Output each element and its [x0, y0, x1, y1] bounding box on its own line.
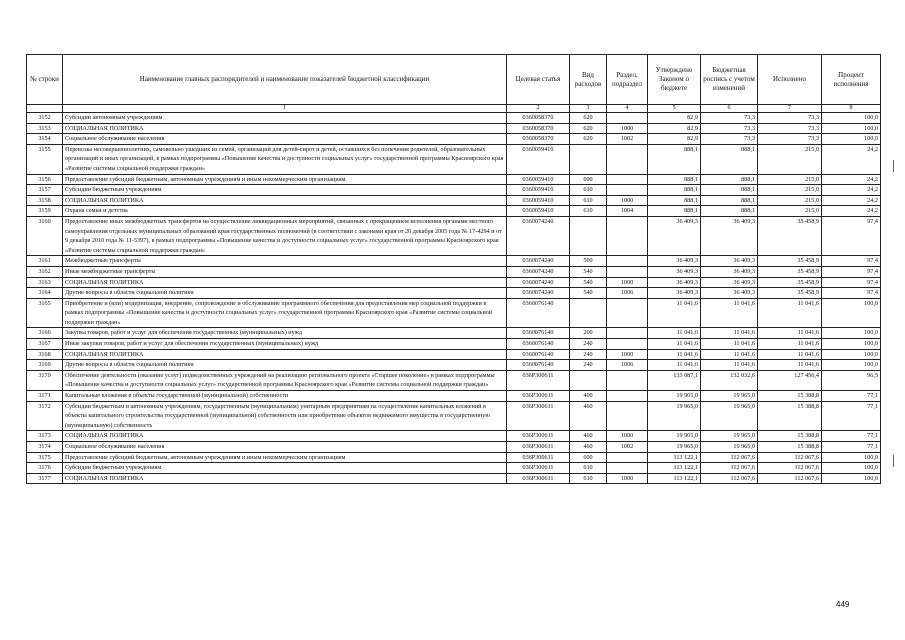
target-article-cell: 036P300611 — [507, 370, 570, 390]
row-name-cell: Обеспечение деятельности (оказание услуг) подведомственных учреждений на реализацию регионального проекта «Старшее поколение» в рамках подпрограммы «Повышение качества и доступности социальных услуг» государственной программы Красноярского края «Развитие системы социальной поддержки граждан» — [63, 370, 507, 390]
expense-type-cell: 240 — [570, 360, 607, 371]
table-row — [27, 277, 881, 288]
table-row — [27, 266, 881, 277]
executed-amount-cell: 35 458,9 — [758, 216, 822, 255]
section-cell: 1000 — [607, 195, 648, 206]
table-row — [27, 298, 881, 328]
executed-amount-cell: 215,0 — [758, 144, 822, 174]
expense-type-cell — [570, 144, 607, 174]
row-name-cell: Иные закупки товаров, работ и услуг для обеспечения государственных (муниципальных) нужд — [63, 339, 507, 350]
executed-amount-cell: 73,3 — [758, 123, 822, 134]
row-number-cell: 3169 — [27, 360, 63, 371]
row-name-cell: Предоставление субсидий бюджетным, автономным учреждениям и иным некоммерческим организациям — [63, 174, 507, 185]
col-index: 8 — [822, 105, 881, 113]
section-cell — [607, 185, 648, 196]
row-number-cell: 3157 — [27, 185, 63, 196]
table-row — [27, 216, 881, 255]
budget-list-cell: 888,1 — [701, 174, 758, 185]
target-article-cell: 036P300611 — [507, 442, 570, 453]
table-row — [27, 328, 881, 339]
table-row — [27, 442, 881, 453]
table-row — [27, 431, 881, 442]
target-article-cell: 0360058370 — [507, 113, 570, 124]
table-row — [27, 463, 881, 474]
target-article-cell: 0360074240 — [507, 266, 570, 277]
approved-amount-cell: 19 965,0 — [648, 442, 701, 453]
target-article-cell: 0360074240 — [507, 277, 570, 288]
approved-amount-cell: 36 409,3 — [648, 288, 701, 299]
row-name-cell: СОЦИАЛЬНАЯ ПОЛИТИКА — [63, 473, 507, 484]
approved-amount-cell: 11 041,6 — [648, 298, 701, 328]
executed-amount-cell: 35 458,9 — [758, 288, 822, 299]
expense-type-cell: 610 — [570, 206, 607, 217]
section-cell: 1000 — [607, 431, 648, 442]
target-article-cell: 0360058370 — [507, 134, 570, 145]
target-article-cell: 0360074240 — [507, 216, 570, 255]
budget-list-cell: 73,3 — [701, 113, 758, 124]
approved-amount-cell: 888,1 — [648, 206, 701, 217]
target-article-cell: 036P300611 — [507, 431, 570, 442]
expense-type-cell: 460 — [570, 401, 607, 431]
budget-list-cell: 36 409,3 — [701, 216, 758, 255]
row-name-cell: Перевозка несовершеннолетних, самовольно ушедших из семей, организаций для детей-сирот и детей, оставшихся без попечения родителей, образовательных организаций и иных организаций, в рамках подпрограммы «Повышение качества и доступности социальных услуг» государственной программы Красноярского края «Развитие системы социальной поддержки граждан» — [63, 144, 507, 174]
approved-amount-cell: 113 122,1 — [648, 452, 701, 463]
row-name-cell: Субсидии бюджетным и автономным учреждениям, государственным (муниципальным) унитарным предприятиям на осуществление капитальных вложений в объекты капитального строительства государственной (муниципальной) собственности или приобретение объектов недвижимого имущества в государственную (муниципальную) собственность — [63, 401, 507, 431]
header-row — [27, 55, 881, 105]
col-index: 3 — [570, 105, 607, 113]
scan-edge-mark — [893, 160, 894, 172]
expense-type-cell — [570, 216, 607, 255]
budget-list-cell: 73,3 — [701, 123, 758, 134]
row-number-cell: 3166 — [27, 328, 63, 339]
expense-type-cell: 500 — [570, 256, 607, 267]
row-number-cell: 3156 — [27, 174, 63, 185]
section-cell — [607, 266, 648, 277]
row-number-cell: 3160 — [27, 216, 63, 255]
row-number-cell: 3158 — [27, 195, 63, 206]
percent-cell: 100,0 — [822, 339, 881, 350]
table-row — [27, 144, 881, 174]
approved-amount-cell: 82,9 — [648, 134, 701, 145]
executed-amount-cell: 35 458,9 — [758, 266, 822, 277]
expense-type-cell: 620 — [570, 123, 607, 134]
approved-amount-cell: 888,1 — [648, 195, 701, 206]
target-article-cell: 0360058370 — [507, 123, 570, 134]
row-name-cell: Охрана семьи и детства — [63, 206, 507, 217]
target-article-cell: 0360059410 — [507, 174, 570, 185]
approved-amount-cell: 82,9 — [648, 123, 701, 134]
percent-cell: 97,4 — [822, 256, 881, 267]
col-header-done: Исполнено — [758, 55, 822, 105]
percent-cell: 96,5 — [822, 370, 881, 390]
executed-amount-cell: 11 041,6 — [758, 339, 822, 350]
row-number-cell: 3176 — [27, 463, 63, 474]
section-cell — [607, 113, 648, 124]
table-body — [27, 113, 881, 484]
table-row — [27, 339, 881, 350]
row-name-cell: СОЦИАЛЬНАЯ ПОЛИТИКА — [63, 123, 507, 134]
table-row — [27, 123, 881, 134]
row-number-cell: 3167 — [27, 339, 63, 350]
section-cell — [607, 339, 648, 350]
table-row — [27, 206, 881, 217]
target-article-cell: 0360076140 — [507, 339, 570, 350]
budget-list-cell: 112 067,6 — [701, 452, 758, 463]
row-number-cell: 3172 — [27, 401, 63, 431]
approved-amount-cell: 82,9 — [648, 113, 701, 124]
budget-list-cell: 36 409,3 — [701, 266, 758, 277]
expense-type-cell: 460 — [570, 442, 607, 453]
col-index: 4 — [607, 105, 648, 113]
approved-amount-cell: 19 965,0 — [648, 431, 701, 442]
expense-type-cell: 610 — [570, 195, 607, 206]
executed-amount-cell: 112 067,6 — [758, 473, 822, 484]
percent-cell: 100,0 — [822, 298, 881, 328]
percent-cell: 24,2 — [822, 185, 881, 196]
table-row — [27, 134, 881, 145]
target-article-cell: 036P300611 — [507, 401, 570, 431]
table-row — [27, 391, 881, 402]
percent-cell: 97,4 — [822, 288, 881, 299]
percent-cell: 100,0 — [822, 134, 881, 145]
col-header-target: Целевая статья — [507, 55, 570, 105]
percent-cell: 97,4 — [822, 216, 881, 255]
scan-edge-mark — [893, 455, 894, 467]
budget-list-cell: 112 067,6 — [701, 473, 758, 484]
target-article-cell: 0360059410 — [507, 144, 570, 174]
target-article-cell: 036P300611 — [507, 391, 570, 402]
percent-cell: 100,0 — [822, 452, 881, 463]
table-row — [27, 360, 881, 371]
row-number-cell: 3161 — [27, 256, 63, 267]
executed-amount-cell: 73,3 — [758, 134, 822, 145]
executed-amount-cell: 11 041,6 — [758, 298, 822, 328]
expense-type-cell: 540 — [570, 277, 607, 288]
col-index: 6 — [701, 105, 758, 113]
approved-amount-cell: 36 409,3 — [648, 256, 701, 267]
budget-list-cell: 11 041,6 — [701, 339, 758, 350]
section-cell — [607, 452, 648, 463]
target-article-cell: 0360059410 — [507, 185, 570, 196]
executed-amount-cell: 35 458,9 — [758, 277, 822, 288]
target-article-cell: 0360074240 — [507, 288, 570, 299]
executed-amount-cell: 11 041,6 — [758, 360, 822, 371]
row-number-cell: 3165 — [27, 298, 63, 328]
budget-list-cell: 19 965,0 — [701, 401, 758, 431]
expense-type-cell: 460 — [570, 431, 607, 442]
approved-amount-cell: 11 041,6 — [648, 349, 701, 360]
row-number-cell: 3175 — [27, 452, 63, 463]
executed-amount-cell: 15 388,8 — [758, 442, 822, 453]
row-name-cell: СОЦИАЛЬНАЯ ПОЛИТИКА — [63, 349, 507, 360]
section-cell — [607, 298, 648, 328]
col-header-pct: Процент исполнения — [822, 55, 881, 105]
target-article-cell: 0360076140 — [507, 349, 570, 360]
target-article-cell: 0360076140 — [507, 328, 570, 339]
col-header-num: № строки — [27, 55, 63, 105]
approved-amount-cell: 11 041,6 — [648, 328, 701, 339]
col-index — [27, 105, 63, 113]
approved-amount-cell: 133 087,1 — [648, 370, 701, 390]
col-header-type: Вид расходов — [570, 55, 607, 105]
target-article-cell: 036P300611 — [507, 452, 570, 463]
percent-cell: 24,2 — [822, 195, 881, 206]
page-number: 449 — [836, 600, 850, 609]
section-cell — [607, 391, 648, 402]
row-number-cell: 3162 — [27, 266, 63, 277]
executed-amount-cell: 127 456,4 — [758, 370, 822, 390]
row-number-cell: 3154 — [27, 134, 63, 145]
expense-type-cell — [570, 298, 607, 328]
section-cell: 1002 — [607, 134, 648, 145]
section-cell — [607, 328, 648, 339]
target-article-cell: 0360076140 — [507, 360, 570, 371]
approved-amount-cell: 19 965,0 — [648, 401, 701, 431]
row-number-cell: 3163 — [27, 277, 63, 288]
expense-type-cell: 600 — [570, 174, 607, 185]
expense-type-cell: 240 — [570, 339, 607, 350]
percent-cell: 100,0 — [822, 349, 881, 360]
budget-list-cell: 132 032,6 — [701, 370, 758, 390]
table-row — [27, 185, 881, 196]
executed-amount-cell: 11 041,6 — [758, 349, 822, 360]
budget-list-cell: 19 965,0 — [701, 391, 758, 402]
section-cell — [607, 144, 648, 174]
percent-cell: 97,4 — [822, 266, 881, 277]
section-cell: 1000 — [607, 277, 648, 288]
col-header-name: Наименование главных распорядителей и наименование показателей бюджетной классификации — [63, 55, 507, 105]
row-name-cell: Приобретение и (или) модернизация, внедрение, сопровождение и обслуживание программного обеспечения для предоставления мер социальной поддержки в рамках подпрограммы «Повышение качества и доступности социальных услуг» государственной программы Красноярского края «Развитие системы социальной поддержки граждан» — [63, 298, 507, 328]
executed-amount-cell: 215,0 — [758, 174, 822, 185]
row-name-cell: Другие вопросы в области социальной политики — [63, 288, 507, 299]
row-number-cell: 3159 — [27, 206, 63, 217]
expense-type-cell — [570, 370, 607, 390]
table-row — [27, 401, 881, 431]
row-number-cell: 3164 — [27, 288, 63, 299]
target-article-cell: 0360074240 — [507, 256, 570, 267]
executed-amount-cell: 15 388,8 — [758, 431, 822, 442]
expense-type-cell: 610 — [570, 473, 607, 484]
budget-list-cell: 112 067,6 — [701, 463, 758, 474]
budget-list-cell: 36 409,3 — [701, 256, 758, 267]
expense-type-cell: 200 — [570, 328, 607, 339]
expense-type-cell: 400 — [570, 391, 607, 402]
executed-amount-cell: 73,3 — [758, 113, 822, 124]
percent-cell: 100,0 — [822, 463, 881, 474]
budget-table — [26, 54, 881, 484]
table-row — [27, 452, 881, 463]
row-name-cell: Закупка товаров, работ и услуг для обеспечения государственных (муниципальных) нужд — [63, 328, 507, 339]
budget-list-cell: 888,1 — [701, 206, 758, 217]
percent-cell: 77,1 — [822, 442, 881, 453]
approved-amount-cell: 11 041,6 — [648, 360, 701, 371]
budget-list-cell: 11 041,6 — [701, 298, 758, 328]
col-header-section: Раздел, подраздел — [607, 55, 648, 105]
percent-cell: 24,2 — [822, 144, 881, 174]
target-article-cell: 036P300611 — [507, 463, 570, 474]
budget-list-cell: 73,3 — [701, 134, 758, 145]
percent-cell: 100,0 — [822, 360, 881, 371]
budget-list-cell: 36 409,3 — [701, 277, 758, 288]
col-index: 5 — [648, 105, 701, 113]
expense-type-cell: 540 — [570, 288, 607, 299]
row-number-cell: 3153 — [27, 123, 63, 134]
expense-type-cell: 610 — [570, 463, 607, 474]
executed-amount-cell: 15 388,8 — [758, 401, 822, 431]
expense-type-cell: 610 — [570, 185, 607, 196]
section-cell — [607, 174, 648, 185]
row-number-cell: 3155 — [27, 144, 63, 174]
target-article-cell: 0360059410 — [507, 206, 570, 217]
col-index: 7 — [758, 105, 822, 113]
budget-list-cell: 888,1 — [701, 185, 758, 196]
executed-amount-cell: 15 388,8 — [758, 391, 822, 402]
expense-type-cell: 240 — [570, 349, 607, 360]
table-row — [27, 473, 881, 484]
col-header-approved: Утверждено Законом о бюджете — [648, 55, 701, 105]
col-header-list: Бюджетная роспись с учетом изменений — [701, 55, 758, 105]
row-number-cell: 3168 — [27, 349, 63, 360]
row-name-cell: Субсидии бюджетным учреждениям — [63, 185, 507, 196]
row-number-cell: 3170 — [27, 370, 63, 390]
budget-list-cell: 11 041,6 — [701, 360, 758, 371]
approved-amount-cell: 113 122,1 — [648, 473, 701, 484]
budget-list-cell: 888,1 — [701, 144, 758, 174]
row-number-cell: 3173 — [27, 431, 63, 442]
percent-cell: 24,2 — [822, 206, 881, 217]
section-cell: 1000 — [607, 349, 648, 360]
budget-list-cell: 19 965,0 — [701, 431, 758, 442]
section-cell: 1006 — [607, 288, 648, 299]
approved-amount-cell: 888,1 — [648, 185, 701, 196]
percent-cell: 100,0 — [822, 328, 881, 339]
section-cell — [607, 216, 648, 255]
row-name-cell: СОЦИАЛЬНАЯ ПОЛИТИКА — [63, 431, 507, 442]
executed-amount-cell: 112 067,6 — [758, 463, 822, 474]
table-row — [27, 113, 881, 124]
row-name-cell: Другие вопросы в области социальной политики — [63, 360, 507, 371]
row-number-cell: 3174 — [27, 442, 63, 453]
table-row — [27, 349, 881, 360]
row-number-cell: 3177 — [27, 473, 63, 484]
section-cell: 1006 — [607, 360, 648, 371]
budget-list-cell: 888,1 — [701, 195, 758, 206]
percent-cell: 77,1 — [822, 391, 881, 402]
percent-cell: 100,0 — [822, 123, 881, 134]
row-name-cell: Межбюджетные трансферты — [63, 256, 507, 267]
budget-list-cell: 36 409,3 — [701, 288, 758, 299]
approved-amount-cell: 36 409,3 — [648, 266, 701, 277]
expense-type-cell: 540 — [570, 266, 607, 277]
row-name-cell: Социальное обслуживание населения — [63, 134, 507, 145]
executed-amount-cell: 215,0 — [758, 206, 822, 217]
budget-report-page — [26, 54, 880, 484]
target-article-cell: 0360059410 — [507, 195, 570, 206]
section-cell: 1000 — [607, 473, 648, 484]
row-number-cell: 3152 — [27, 113, 63, 124]
approved-amount-cell: 888,1 — [648, 174, 701, 185]
table-row — [27, 174, 881, 185]
budget-list-cell: 19 965,0 — [701, 442, 758, 453]
section-cell — [607, 401, 648, 431]
col-index: 1 — [63, 105, 507, 113]
row-name-cell: СОЦИАЛЬНАЯ ПОЛИТИКА — [63, 195, 507, 206]
executed-amount-cell: 35 458,9 — [758, 256, 822, 267]
row-name-cell: Предоставление иных межбюджетных трансфертов на осуществление ликвидационных мероприятий, связанных с прекращением исполнения органами местного самоуправления отдельных муниципальных образований края государственных полномочий (в соответствии с законами края от 20 декабря 2005 года № 17-4294 и от 9 декабря 2010 года № 11-5397), в рамках подпрограммы «Повышение качества и доступности социальных услуг» государственной программы Красноярского края «Развитие системы социальной поддержки граждан» — [63, 216, 507, 255]
approved-amount-cell: 113 122,1 — [648, 463, 701, 474]
percent-cell: 77,1 — [822, 401, 881, 431]
section-cell — [607, 370, 648, 390]
column-index-row — [27, 105, 881, 113]
table-row — [27, 256, 881, 267]
row-name-cell: Предоставление субсидий бюджетным, автономным учреждениям и иным некоммерческим организациям — [63, 452, 507, 463]
table-row — [27, 195, 881, 206]
table-row — [27, 370, 881, 390]
row-name-cell: СОЦИАЛЬНАЯ ПОЛИТИКА — [63, 277, 507, 288]
percent-cell: 97,4 — [822, 277, 881, 288]
approved-amount-cell: 36 409,3 — [648, 277, 701, 288]
budget-list-cell: 11 041,6 — [701, 349, 758, 360]
section-cell — [607, 256, 648, 267]
percent-cell: 100,0 — [822, 113, 881, 124]
row-name-cell: Иные межбюджетные трансферты — [63, 266, 507, 277]
percent-cell: 100,0 — [822, 473, 881, 484]
approved-amount-cell: 36 409,3 — [648, 216, 701, 255]
executed-amount-cell: 112 067,6 — [758, 452, 822, 463]
table-row — [27, 288, 881, 299]
approved-amount-cell: 19 965,0 — [648, 391, 701, 402]
percent-cell: 77,1 — [822, 431, 881, 442]
section-cell: 1002 — [607, 442, 648, 453]
executed-amount-cell: 215,0 — [758, 185, 822, 196]
approved-amount-cell: 888,1 — [648, 144, 701, 174]
row-name-cell: Социальное обслуживание населения — [63, 442, 507, 453]
row-name-cell: Капитальные вложения в объекты государственной (муниципальной) собственности — [63, 391, 507, 402]
row-name-cell: Субсидии бюджетным учреждениям — [63, 463, 507, 474]
expense-type-cell: 600 — [570, 452, 607, 463]
percent-cell: 24,2 — [822, 174, 881, 185]
target-article-cell: 036P300611 — [507, 473, 570, 484]
row-name-cell: Субсидии автономным учреждениям — [63, 113, 507, 124]
row-number-cell: 3171 — [27, 391, 63, 402]
executed-amount-cell: 11 041,6 — [758, 328, 822, 339]
budget-list-cell: 11 041,6 — [701, 328, 758, 339]
section-cell — [607, 463, 648, 474]
section-cell: 1004 — [607, 206, 648, 217]
target-article-cell: 0360076140 — [507, 298, 570, 328]
executed-amount-cell: 215,0 — [758, 195, 822, 206]
expense-type-cell: 620 — [570, 113, 607, 124]
expense-type-cell: 620 — [570, 134, 607, 145]
col-index: 2 — [507, 105, 570, 113]
approved-amount-cell: 11 041,6 — [648, 339, 701, 350]
section-cell: 1000 — [607, 123, 648, 134]
